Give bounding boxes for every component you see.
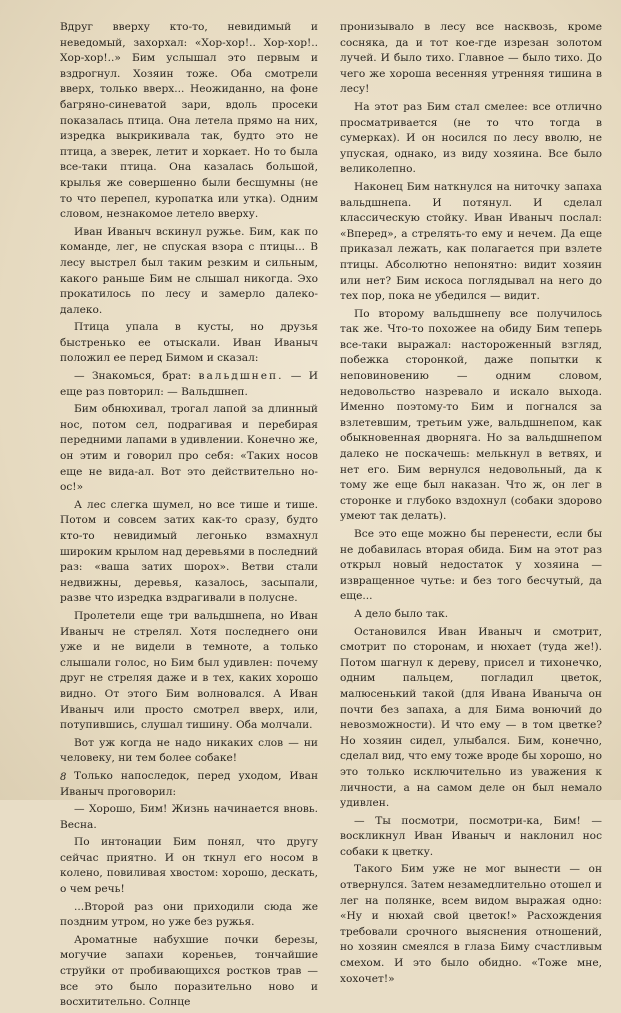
paragraph: [340, 180, 602, 305]
paragraph: [60, 320, 318, 367]
paragraph-text: Наконец Бим наткнулся на ниточку запаха вальдшнепа. И потянул. И сделал классическую стойку. Иван Иваныч послал: «Вперед», а стрелять-то ему и нечем. Да еще приказал лежать, как полагается при взлете птицы. Абсолютно непонятно: видит хозяин или нет? Бим искоса поглядывал на него до тех пор, пока не убедился — видит.: [340, 180, 602, 303]
paragraph: [60, 769, 318, 800]
paragraph-text: Ароматные набухшие почки березы, могучие запахи кореньев, тончайшие струйки от пробивающихся ростков трав — все это было поразительно ново и восхитительно. Солнце: [60, 933, 318, 1009]
paragraph-text: Все это еще можно бы перенести, если бы не добавилась вторая обида. Бим на этот раз открыл новый недостаток у хозяина — извращенное чутье: и без того бесчутый, да еще...: [340, 528, 602, 603]
paragraph-text: Иван Иваныч вскинул ружье. Бим, как по команде, лег, не спуская взора с птицы... В лесу выстрел был таким резким и сильным, какого раньше Бим не слышал никогда. Эхо прокатилось по лесу и замерло далеко-далеко.: [60, 225, 318, 316]
paragraph-text: Пролетели еще три вальдшнепа, но Иван Иваныч не стрелял. Хотя последнего они уже и не видели в темноте, а только слышали голос, но Бим был удивлен: почему друг не стреляя даже и в тех, каких хорошо видно. От этого Бим волновался. А Иван Иваныч или просто смотрел вверх, или, потупившись, слушал тишину. Оба молчали.: [60, 609, 318, 732]
paragraph: [340, 527, 602, 605]
paragraph-text: А дело было так.: [354, 607, 449, 620]
paragraph-text: Вот уж когда не надо никаких слов — ни человеку, ни тем более собаке!: [60, 736, 318, 765]
paragraph-text: — Хорошо, Бим! Жизнь начинается вновь. Весна.: [60, 803, 318, 831]
spaced-word: вальдшнеп.: [198, 370, 284, 383]
paragraph-text: На этот раз Бим стал смелее: все отлично просматривается (не то что тогда в сумерках). И он носился по лесу вволю, не упуская, однако, из виду хозяина. Все было великолепно.: [340, 100, 602, 176]
paragraph: [60, 835, 318, 897]
paragraph-text: — Ты посмотри, посмотри-ка, Бим! — воскликнул Иван Иваныч и наклонил нос собаки к цветку.: [340, 814, 602, 858]
paragraph: [60, 933, 318, 1011]
paragraph-text: пронизывало в лесу все насквозь, кроме сосняка, да и тот кое-где изрезан золотом лучей. И было тихо. Главное — было тихо. До чего же хороша весенняя утренняя тишина в лесу!: [340, 21, 602, 96]
paragraph: [340, 862, 602, 987]
paragraph: [60, 402, 318, 496]
paragraph: [60, 20, 318, 223]
paragraph: [340, 625, 602, 812]
right-text-column: [340, 20, 602, 989]
paragraph: [60, 369, 318, 400]
paragraph: [340, 100, 602, 178]
paragraph: [340, 307, 602, 525]
paragraph: [60, 225, 318, 319]
paragraph-text: Только напоследок, перед уходом, Иван Иваныч проговорил:: [60, 769, 318, 798]
paragraph-text: — Знакомься, брат:: [74, 370, 192, 383]
paragraph-text: ...Второй раз они приходили сюда же поздним утром, но уже без ружья.: [60, 900, 318, 929]
paragraph-text: По второму вальдшнепу все получилось так же. Что-то похожее на обиду Бим теперь все-таки выражал: настороженный взгляд, побежка сторонкой, даже попытки к неповиновению — одним словом, недовольство назревало и искало выхода. Именно поэтому-то Бим и погнался за взлетевшим, третьим уже, вальдшнепом, как обыкновенная дворняга. Но за вальдшнепом далеко не поскачешь: мелькнул в ветвях, и нет его. Бим вернулся недовольный, да к тому же еще был наказан. Что ж, он лег в сторонке и глубоко вздохнул (собаки здорово умеют так делать).: [340, 307, 602, 523]
paragraph-text: Птица упала в кусты, но друзья быстренько ее отыскали. Иван Иваныч положил ее перед Бимом и сказал:: [60, 321, 318, 365]
paragraph: [60, 900, 318, 931]
paragraph: [60, 802, 318, 833]
paragraph: [60, 498, 318, 607]
paragraph: [60, 736, 318, 767]
page-number: 8: [60, 772, 67, 783]
paragraph-text: По интонации Бим понял, что другу сейчас приятно. И он ткнул его носом в колено, повиливая хвостом: хорошо, дескать, о чем речь!: [60, 836, 318, 896]
paragraph-text: А лес слегка шумел, но все тише и тише. Потом и совсем затих как-то сразу, будто кто-то невидимый легонько взмахнул широким крылом над деревьями в последний раз: «ваша затих шорох». Ветви стали недвижны, деревья, казалось, засыпали, разве что изредка вздрагивали в полусне.: [60, 498, 318, 605]
paragraph: [340, 814, 602, 861]
paragraph-text: Такого Бим уже не мог вынести — он отвернулся. Затем незамедлительно отошел и лег на полянке, всем видом выражая одно: «Ну и нюхай свой цветок!» Расхождения требовали срочного выяснения отношений, но хозяин смеялся в глаза Биму счастливым смехом. И это было обидно. «Тоже мне, хохочет!»: [340, 863, 602, 985]
paragraph-text: Бим обнюхивал, трогал лапой за длинный нос, потом сел, подрагивая и перебирая передними лапами в удивлении. Конечно же, он этим и говорил про себя: «Таких носов еще не вида-ал. Вот это действительно но-ос!»: [60, 403, 318, 494]
paragraph: [340, 607, 602, 623]
paragraph: [60, 609, 318, 734]
paragraph-text: Остановился Иван Иваныч и смотрит, смотрит по сторонам, и нюхает (туда же!). Потом шагнул к дереву, присел и тихонечко, одним пальцем, погладил цветок, малюсенький такой (для Ивана Иваныча он почти без запаха, а для Бима вонючий до невозможности). И что ему — в том цветке? Но хозяин сидел, улыбался. Бим, конечно, сделал вид, что ему тоже вроде бы хорошо, но это только исключительно из уважения к личности, а на самом деле он был немало удивлен.: [340, 625, 602, 810]
left-text-column: [60, 20, 318, 1013]
paragraph-text: Вдруг вверху кто-то, невидимый и неведомый, захорхал: «Хор-хор!.. Хор-хор!.. Хор-хор!..» Бим услышал это первым и вздрогнул. Хозяин тоже. Оба смотрели вверх, только вверх... Неожиданно, на фоне багряно-синеватой зари, вдоль просеки показалась птица. Она летела прямо на них, изредка выкрикивала так, будто это не птица, а зверек, летит и хоркает. Но то была все-таки птица. Она казалась большой, крылья же совершенно были бесшумны (не то что перепел, куропатка или утка). Одним словом, незнакомое летело вверху.: [60, 21, 318, 221]
paragraph: [340, 20, 602, 98]
paragraph-tail: — И еще раз повторил: — Вальдшнеп.: [60, 370, 318, 398]
